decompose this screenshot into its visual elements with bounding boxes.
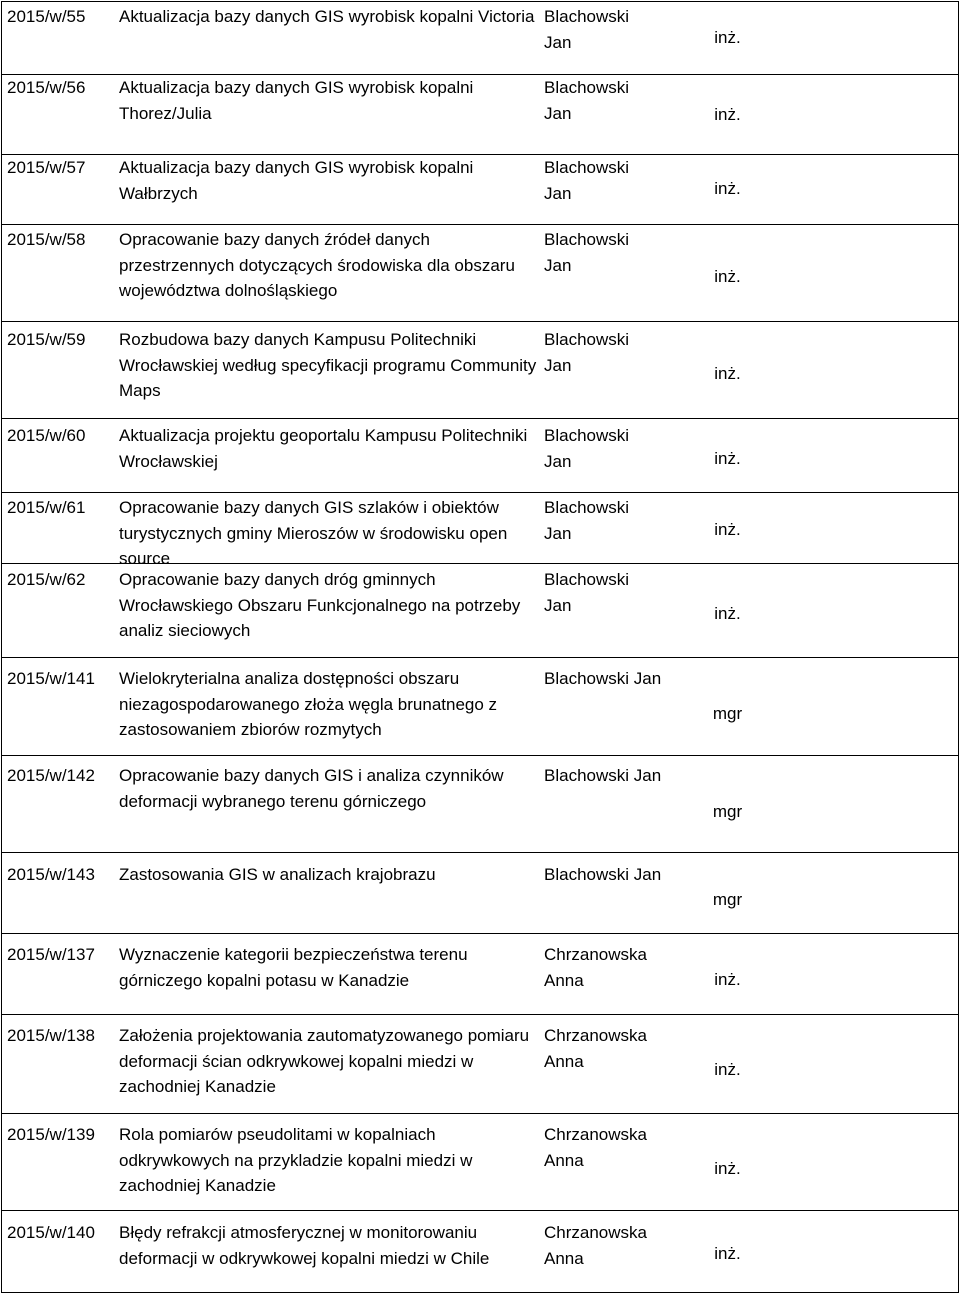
- thesis-code: 2015/w/140: [7, 1223, 95, 1242]
- supervisor-name: Blachowski Jan: [544, 570, 630, 615]
- table-row: [1, 321, 959, 418]
- degree-level: mgr: [712, 802, 743, 821]
- supervisor-name: Chrzanowska Anna: [544, 945, 647, 990]
- table-row: [1, 1014, 959, 1113]
- degree-level: inż.: [714, 28, 741, 47]
- table-row: [1, 755, 959, 852]
- thesis-code: 2015/w/137: [7, 945, 95, 964]
- supervisor-name: Blachowski Jan: [544, 766, 662, 785]
- thesis-code: 2015/w/57: [7, 158, 86, 177]
- supervisor-name: Blachowski Jan: [544, 498, 630, 543]
- thesis-title: Opracowanie bazy danych GIS i analiza czynników deformacji wybranego terenu górniczego: [119, 766, 504, 811]
- thesis-title: Wielokryterialna analiza dostępności obszaru niezagospodarowanego złoża węgla brunatnego z zastosowaniem zbiorów rozmytych: [119, 669, 498, 739]
- supervisor-name: Blachowski Jan: [544, 330, 630, 375]
- degree-level: inż.: [714, 1060, 741, 1079]
- supervisor-name: Blachowski Jan: [544, 230, 630, 275]
- thesis-title: Aktualizacja bazy danych GIS wyrobisk kopalni Thorez/Julia: [119, 78, 474, 123]
- degree-level: inż.: [714, 449, 741, 468]
- thesis-code: 2015/w/60: [7, 426, 86, 445]
- degree-level: inż.: [714, 520, 741, 539]
- thesis-table: [1, 1, 959, 1293]
- thesis-title: Aktualizacja bazy danych GIS wyrobisk kopalni Wałbrzych: [119, 158, 474, 203]
- table-row: [1, 563, 959, 657]
- thesis-title: Zastosowania GIS w analizach krajobrazu: [119, 865, 436, 884]
- table-row: [1, 1210, 959, 1293]
- supervisor-name: Chrzanowska Anna: [544, 1223, 647, 1268]
- thesis-title: Opracowanie bazy danych GIS szlaków i obiektów turystycznych gminy Mieroszów w środowisku open source: [119, 498, 508, 568]
- thesis-code: 2015/w/142: [7, 766, 95, 785]
- thesis-title: Aktualizacja projektu geoportalu Kampusu Politechniki Wrocławskiej: [119, 426, 528, 471]
- degree-level: inż.: [714, 970, 741, 989]
- supervisor-name: Blachowski Jan: [544, 158, 630, 203]
- degree-level: mgr: [712, 704, 743, 723]
- thesis-code: 2015/w/143: [7, 865, 95, 884]
- thesis-code: 2015/w/58: [7, 230, 86, 249]
- thesis-title: Wyznaczenie kategorii bezpieczeństwa terenu górniczego kopalni potasu w Kanadzie: [119, 945, 468, 990]
- table-row: [1, 154, 959, 224]
- thesis-title: Założenia projektowania zautomatyzowanego pomiaru deformacji ścian odkrywkowej kopalni miedzi w zachodniej Kanadzie: [119, 1026, 530, 1096]
- supervisor-name: Blachowski Jan: [544, 669, 662, 688]
- thesis-code: 2015/w/56: [7, 78, 86, 97]
- table-row: [1, 1, 959, 74]
- thesis-title: Opracowanie bazy danych źródeł danych przestrzennych dotyczących środowiska dla obszaru województwa dolnośląskiego: [119, 230, 515, 300]
- thesis-code: 2015/w/138: [7, 1026, 95, 1045]
- thesis-title: Opracowanie bazy danych dróg gminnych Wrocławskiego Obszaru Funkcjonalnego na potrzeby analiz sieciowych: [119, 570, 521, 640]
- thesis-code: 2015/w/139: [7, 1125, 95, 1144]
- supervisor-name: Chrzanowska Anna: [544, 1125, 647, 1170]
- supervisor-name: Blachowski Jan: [544, 78, 630, 123]
- thesis-code: 2015/w/61: [7, 498, 86, 517]
- thesis-title: Aktualizacja bazy danych GIS wyrobisk kopalni Victoria: [119, 7, 535, 26]
- table-row: [1, 418, 959, 492]
- table-row: [1, 224, 959, 321]
- degree-level: inż.: [714, 1244, 741, 1263]
- table-row: [1, 657, 959, 755]
- supervisor-name: Blachowski Jan: [544, 426, 630, 471]
- degree-level: inż.: [714, 364, 741, 383]
- table-row: [1, 74, 959, 154]
- table-row: [1, 852, 959, 933]
- table-row: [1, 492, 959, 568]
- table-row: [1, 933, 959, 1014]
- thesis-code: 2015/w/62: [7, 570, 86, 589]
- degree-level: inż.: [714, 267, 741, 286]
- degree-level: inż.: [714, 1159, 741, 1178]
- thesis-title: Rozbudowa bazy danych Kampusu Politechniki Wrocławskiej według specyfikacji programu Community Maps: [119, 330, 537, 400]
- supervisor-name: Blachowski Jan: [544, 7, 630, 52]
- thesis-title: Błędy refrakcji atmosferycznej w monitorowaniu deformacji w odkrywkowej kopalni miedzi w Chile: [119, 1223, 490, 1268]
- thesis-code: 2015/w/55: [7, 7, 86, 26]
- thesis-code: 2015/w/141: [7, 669, 95, 688]
- supervisor-name: Chrzanowska Anna: [544, 1026, 647, 1071]
- degree-level: mgr: [712, 890, 743, 909]
- degree-level: inż.: [714, 179, 741, 198]
- degree-level: inż.: [714, 604, 741, 623]
- degree-level: inż.: [714, 105, 741, 124]
- supervisor-name: Blachowski Jan: [544, 865, 662, 884]
- thesis-code: 2015/w/59: [7, 330, 86, 349]
- thesis-title: Rola pomiarów pseudolitami w kopalniach odkrywkowych na przykladzie kopalni miedzi w zachodniej Kanadzie: [119, 1125, 473, 1195]
- table-row: [1, 1113, 959, 1210]
